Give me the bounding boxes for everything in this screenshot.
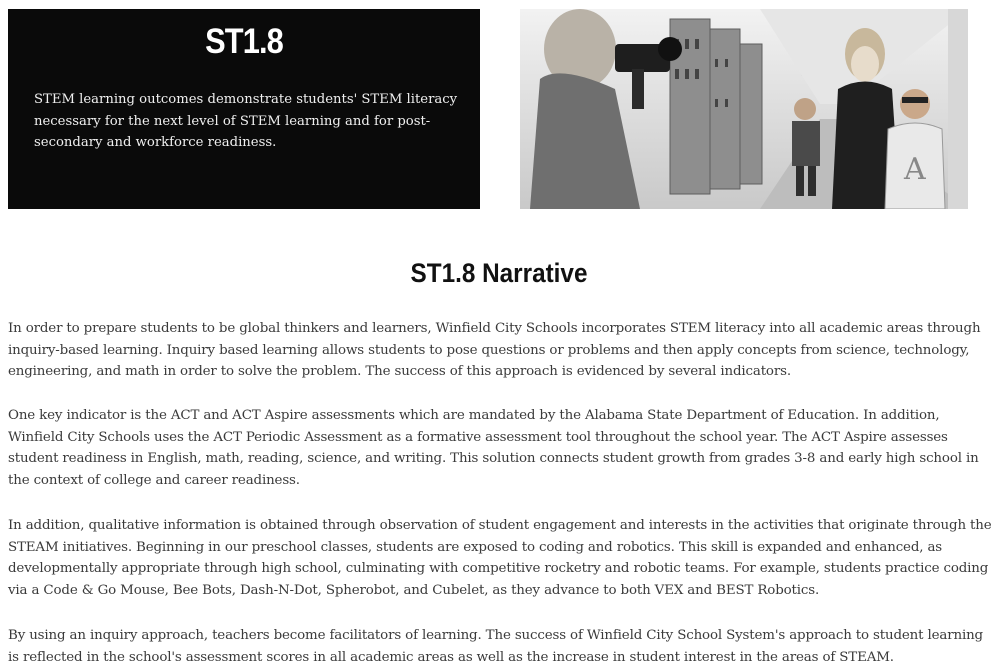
st18-banner <box>8 9 480 209</box>
classroom-photo <box>520 9 968 209</box>
classroom-photo-illustration <box>520 9 968 209</box>
narrative-paragraph-3: In addition, qualitative information is obtained through observation of student engagement and interests in the activities that originate through the STEAM initiatives. Beginning in our preschool classes, students are exposed to coding and robotics. This skill is expanded and enhanced, as developmentally appropriate through high school, culminating with competitive rocketry and robotic teams. For example, students practice coding via a Code & Go Mouse, Bee Bots, Dash-N-Dot, Spherobot, and Cubelet, as they advance to both VEX and BEST Robotics. <box>8 518 992 599</box>
narrative-paragraph-2: One key indicator is the ACT and ACT Aspire assessments which are mandated by the Alabama State Department of Education. In addition, Winfield City Schools uses the ACT Periodic Assessment as a formative assessment tool throughout the school year. The ACT Aspire assesses student readiness in English, math, reading, science, and writing. This solution connects student growth from grades 3-8 and early high school in the context of college and career readiness. <box>8 408 979 489</box>
narrative-paragraph-4: By using an inquiry approach, teachers become facilitators of learning. The success of Winfield City School System's approach to student learning is reflected in the school's assessment scores in all academic areas as well as the increase in student interest in the areas of STEAM. <box>8 628 983 665</box>
banner-description: STEM learning outcomes demonstrate students' STEM literacy necessary for the next level of STEM learning and for post-secondary and workforce readiness. <box>34 92 458 150</box>
banner-title: ST1.8 <box>205 22 283 61</box>
narrative-title: ST1.8 Narrative <box>410 258 588 288</box>
narrative-paragraph-1: In order to prepare students to be global thinkers and learners, Winfield City Schools incorporates STEM literacy into all academic areas through inquiry-based learning. Inquiry based learning allows students to pose questions or problems and then apply concepts from science, technology, engineering, and math in order to solve the problem. The success of this approach is evidenced by several indicators. <box>8 321 981 380</box>
svg-text:A: A <box>904 152 926 187</box>
